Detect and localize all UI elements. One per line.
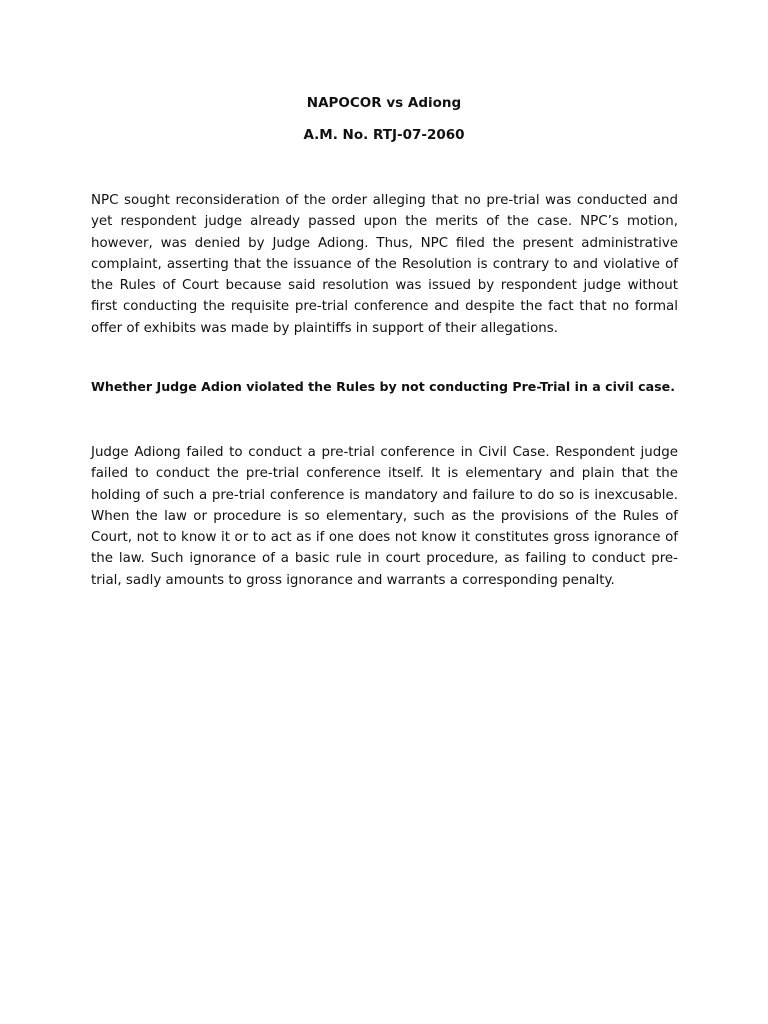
ruling-paragraph: Judge Adiong failed to conduct a pre-trial conference in Civil Case. Respondent judge failed to conduct the pre-trial conference itself. It is elementary and plain that the holding of such a pre-trial conference is mandatory and failure to do so is inexcusable. When the law or procedure is so elementary, such as the provisions of the Rules of Court, not to know it or to act as if one does not know it constitutes gross ignorance of the law. Such ignorance of a basic rule in court procedure, as failing to conduct pre-trial, sadly amounts to gross ignorance and warrants a corresponding penalty.: [91, 445, 678, 588]
issue-statement: Whether Judge Adion violated the Rules by not conducting Pre-Trial in a civil case.: [91, 379, 675, 394]
case-title: NAPOCOR vs Adiong: [306, 95, 462, 111]
case-number: A.M. No. RTJ-07-2060: [303, 127, 465, 143]
facts-paragraph: NPC sought reconsideration of the order alleging that no pre-trial was conducted and yet respondent judge already passed upon the merits of the case. NPC’s motion, however, was denied by Judge Adiong. Thus, NPC filed the present administrative complaint, asserting that the issuance of the Resolution is contrary to and violative of the Rules of Court because said resolution was issued by respondent judge without first conducting the requisite pre-trial conference and despite the fact that no formal offer of exhibits was made by plaintiffs in support of their allegations.: [91, 193, 678, 336]
